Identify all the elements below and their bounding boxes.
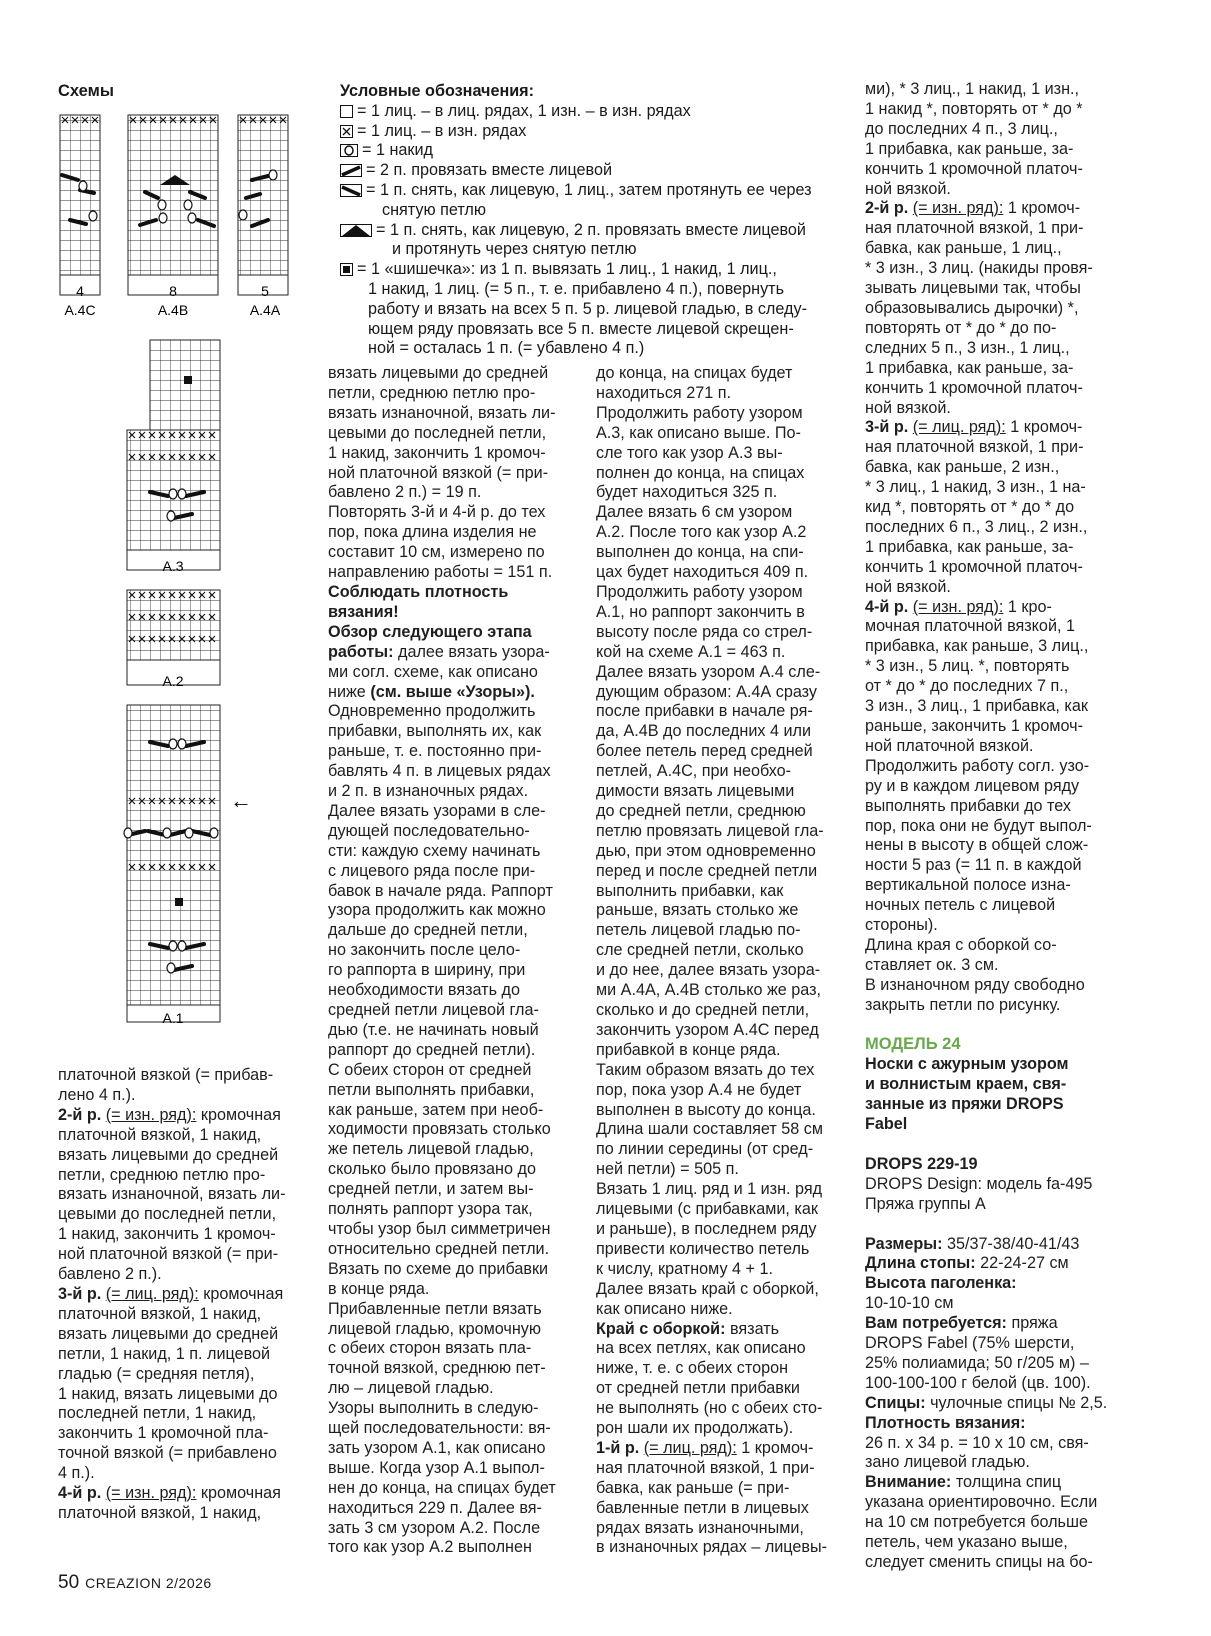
legend-text: = 1 накид [362, 141, 433, 160]
text-line: последней петли, 1 накид, [58, 1404, 257, 1423]
legend-item-sk2p [340, 221, 870, 241]
chart-a3-label: А.3 [162, 558, 184, 574]
bobble-icon [340, 263, 353, 276]
text-line: цевыми до последней петли, [58, 1205, 277, 1224]
text-line: 4-й р. (= изн. ряд): кромочная [58, 1484, 281, 1503]
bobble-symbol-a3 [184, 376, 192, 384]
legend-item-bobble [340, 260, 870, 280]
bobble-symbol-a1 [175, 898, 183, 906]
knitting-charts [0, 0, 310, 1045]
chart-a2-label: А.2 [162, 673, 184, 689]
chart-a4a [238, 115, 288, 318]
schemes-heading: Схемы [58, 82, 114, 100]
text-line: гладью (= средняя петля), [58, 1364, 255, 1383]
text-column-1 [58, 1066, 308, 1524]
text-line: вязать лицевыми до средней [58, 1324, 279, 1343]
text-column-4: ми), * 3 лиц., 1 накид, 1 изн., 1 накид *, повторять от * до * до последних 4 п., 3 лиц., 1 прибавка, как раньше, за- кончить 1 кромочной платоч- ной вязкой. 2-й р. (= изн. ряд): 1 кромоч- ная платочной вязкой, 1 при- бавка, как раньше, 1 лиц., * 3 изн., 3 лиц. (накиды провя- зывать лицевыми так, чтобы образовывались дырочки) *, повторять от * до * до по- следних 5 п., 3 изн., 1 лиц., 1 прибавка, как раньше, за- кончить 1 кромочной платоч- ной вязкой. 3-й р. (= лиц. ряд): 1 кромоч- ная платочной вязкой, 1 при- бавка, как раньше, 2 изн., * 3 лиц., 1 накид, 3 изн., 1 на- кид *, повторять от * до * до последних 6 п., 3 лиц., 2 изн., 1 прибавка, как раньше, за- кончить 1 кромочной платоч- ной вязкой. 4-й р. (= изн. ряд): 1 кро- мочная платочной вязкой, 1 прибавка, как раньше, 3 лиц., * 3 изн., 5 лиц. *, повторять от * до * до последних 7 п., 3 изн., 3 лиц., 1 прибавка, как раньше, закончить 1 кромоч- ной платочной вязкой. Продолжить работу согл. узо- ру и в каждом лицевом ряду выполнять прибавки до тех пор, пока они не будут выпол- нены в высоту в общей слож- ности 5 раз (= 11 п. в каждой вертикальной полосе изна- ночных петель с лицевой стороны). Длина края с оборкой со- ставляет ок. 3 см. В изнаночном ряду свободно закрыть петли по рисунку. МОДЕЛЬ 24 Носки с ажурным узором и волнистым краем, свя- занные из пряжи DROPS Fabel DROPS 229-19 DROPS Design: модель fa-495 Пряжа группы А Размеры: 35/37-38/40-41/43 Длина стопы: 22-24-27 см Высота паголенка: 10-10-10 см Вам потребуется: пряжа DROPS Fabel (75% шерсти, 25% полиамида; 50 г/205 м) – 100-100-100 г белой (цв. 100). Спицы: чулочные спицы № 2,5. Плотность вязания: 26 п. х 34 р. = 10 х 10 см, свя- зано лицевой гладью. Внимание: толщина спиц указана ориентировочно. Если на 10 см потребуется больше петель, чем указано выше, следует сменить спицы на бо- [865, 80, 1125, 1573]
chart-a4b [128, 115, 218, 318]
model-title: МОДЕЛЬ 24 [865, 1035, 961, 1054]
legend-item-x [340, 122, 870, 142]
text-line: петли, 1 накид, 1 п. лицевой [58, 1344, 271, 1363]
legend-text: = 1 п. снять, как лицевую, 2 п. провязать вместе лицевой [376, 220, 806, 239]
yarnover-icon [340, 144, 358, 157]
legend-text-cont: и протянуть через снятую петлю [392, 240, 637, 259]
subheading: вязания! [328, 602, 399, 621]
legend-item-k2tog [340, 161, 870, 181]
legend-text: = 1 лиц. – в лиц. рядах, 1 изн. – в изн. рядах [357, 101, 691, 120]
page-number: 50 [58, 1572, 80, 1593]
chart-a4b-label: А.4В [157, 302, 189, 318]
legend-text-cont: 1 накид, 1 лиц. (= 5 п., т. е. прибавлено 4 п.), повернуть [368, 279, 785, 298]
skp-icon [340, 184, 362, 197]
text-line: платочной вязкой (= прибав- [58, 1066, 274, 1084]
chart-a2 [127, 590, 220, 689]
text-line: ной платочной вязкой (= при- [58, 1245, 279, 1264]
legend-text: = 1 «шишечка»: из 1 п. вывязать 1 лиц., 1 накид, 1 лиц., [357, 260, 777, 279]
magazine-issue: CREAZION 2/2026 [85, 1575, 212, 1591]
legend-text: = 2 п. провязать вместе лицевой [366, 161, 612, 180]
text-line: 1 накид, закончить 1 кромоч- [58, 1225, 276, 1244]
legend-item-knit [340, 102, 870, 122]
chart-a1-label: А.1 [162, 1010, 184, 1026]
text-column-3: до конца, на спицах будет находиться 271 п. Продолжить работу узором А.3, как описано выше. По- сле того как узор А.3 вы- полнен до конца, на спицах будет находиться 325 п. Далее вязать 6 см узором А.2. После того как узор А.2 выполнен до конца, на спи- цах будет находиться 409 п. Продолжить работу узором А.1, но раппорт закончить в высоту после ряда со стрел- кой на схеме А.1 = 463 п. Далее вязать узором А.4 сле- дующим образом: А.4А сразу после прибавки в начале ря- да, А.4В до последних 4 или более петель перед средней петлей, А.4С, при необхо- димости вязать лицевыми до средней петли, среднюю петлю провязать лицевой гла- дью, при этом одновременно перед и после средней петли выполнить прибавки, как раньше, вязать столько же петель лицевой гладью по- сле средней петли, сколько и до нее, далее вязать узора- ми А.4А, А.4В столько же раз, сколько и до средней петли, закончить узором А.4С перед прибавкой в конце ряда. Таким образом вязать до тех пор, пока узор А.4 не будет выполнен в высоту до конца. Длина шали составляет 58 см по линии середины (от сред- ней петли) = 505 п. Вязать 1 лиц. ряд и 1 изн. ряд лицевыми (с прибавками, как и раньше), в последнем ряду привести количество петель к числу, кратному 4 + 1. Далее вязать край с оборкой, как описано ниже. Край с оборкой: вязать на всех петлях, как описано ниже, т. е. с обеих сторон от средней петли прибавки не выполнять (но с обеих сто- рон шали их продолжать). 1-й р. (= лиц. ряд): 1 кромоч- ная платочной вязкой, 1 при- бавка, как раньше (= при- бавленные петли в лицевых рядах вязать изнаночными, в изнаночных рядах – лицевы- [596, 364, 828, 1557]
chart-a4c [60, 115, 100, 318]
text-line: вязать изнаночной, вязать ли- [58, 1185, 286, 1204]
chart-a4b-count: 8 [169, 283, 177, 299]
text-line: вязать лицевыми до средней [58, 1145, 279, 1164]
text-line: петли, среднюю петлю про- [58, 1165, 266, 1184]
text-line: платочной вязкой, 1 накид, [58, 1304, 262, 1323]
text-line: 2-й р. (= изн. ряд): кромочная [58, 1105, 281, 1124]
text-column-2: вязать лицевыми до средней петли, среднюю петлю про- вязать изнаночной, вязать ли- цевыми до последней петли, 1 накид, закончить 1 кромоч- ной платочной вязкой (= при- бавлено 2 п.) = 19 п. Повторять 3-й и 4-й р. до тех пор, пока длина изделия не составит 10 см, измерено по направлению работы = 151 п. Соблюдать плотность вязания! Обзор следующего этапа работы: далее вязать узора- ми согл. схеме, как описано ниже (см. выше «Узоры»). Одновременно продолжить прибавки, выполнять их, как раньше, т. е. постоянно при- бавлять 4 п. в лицевых рядах и 2 п. в изнаночных рядах. Далее вязать узорами в сле- дующей последовательно- сти: каждую схему начинать с лицевого ряда после при- бавок в начале ряда. Раппорт узора продолжить как можно дальше до средней петли, но закончить после цело- го раппорта в ширину, при необходимости вязать до средней петли лицевой гла- дью (т.е. не начинать новый раппорт до средней петли). С обеих сторон от средней петли выполнять прибавки, как раньше, затем при необ- ходимости провязать столько же петель лицевой гладью, сколько было провязано до средней петли, и затем вы- полнять раппорт узора так, чтобы узор был симметричен относительно средней петли. Вязать по схеме до прибавки в конце ряда. Прибавленные петли вязать лицевой гладью, кромочную с обеих сторон вязать пла- точной вязкой, среднюю пет- лю – лицевой гладью. Узоры выполнить в следую- щей последовательности: вя- зать узором А.1, как описано выше. Когда узор А.1 выпол- нен до конца, на спицах будет находиться 229 п. Далее вя- зать 3 см узором А.2. После того как узор А.2 выполнен [328, 364, 583, 1558]
legend-item-yarnover [340, 141, 870, 161]
text-line: 1 накид, вязать лицевыми до [58, 1384, 278, 1403]
legend-title: Условные обозначения: [340, 82, 535, 100]
chart-a3 [127, 340, 220, 574]
empty-square-icon [340, 105, 353, 118]
legend-text: = 1 п. снять, как лицевую, 1 лиц., затем протянуть ее через [366, 180, 812, 199]
text-line: лено 4 п.). [58, 1085, 136, 1104]
chart-a4a-count: 5 [261, 283, 269, 299]
legend-text-cont: ной = осталась 1 п. (= убавлено 4 п.) [368, 339, 645, 358]
x-square-icon [340, 125, 353, 138]
legend-text-cont: работу и вязать на всех 5 п. 5 р. лицевой гладью, в следу- [368, 299, 807, 318]
chart-a4c-count: 4 [76, 283, 84, 299]
legend-text: = 1 лиц. – в изн. рядах [357, 121, 527, 140]
legend-text-cont: ющем ряду провязать все 5 п. вместе лицевой скрещен- [368, 319, 794, 338]
arrow-marker: ← [230, 788, 252, 813]
text-line: бавлено 2 п.). [58, 1265, 162, 1284]
text-line: 3-й р. (= лиц. ряд): кромочная [58, 1284, 284, 1303]
subheading: Соблюдать плотность [328, 582, 509, 601]
chart-a1 [124, 705, 252, 1026]
legend-text-cont: снятую петлю [382, 200, 487, 219]
chart-a4c-label: А.4С [64, 302, 96, 318]
subheading: Обзор следующего этапа [328, 622, 532, 641]
text-line: точной вязкой (= прибавлено [58, 1444, 277, 1463]
text-line: 4 п.). [58, 1464, 95, 1483]
page-footer [58, 1572, 212, 1594]
k2tog-icon [340, 164, 362, 177]
text-line: платочной вязкой, 1 накид, [58, 1503, 262, 1522]
text-line: платочной вязкой, 1 накид, [58, 1125, 262, 1144]
sk2p-icon [340, 224, 372, 237]
legend-item-skp [340, 181, 870, 201]
text-line: закончить 1 кромочной пла- [58, 1424, 269, 1443]
legend [340, 82, 870, 359]
chart-a4a-label: А.4А [249, 302, 281, 318]
